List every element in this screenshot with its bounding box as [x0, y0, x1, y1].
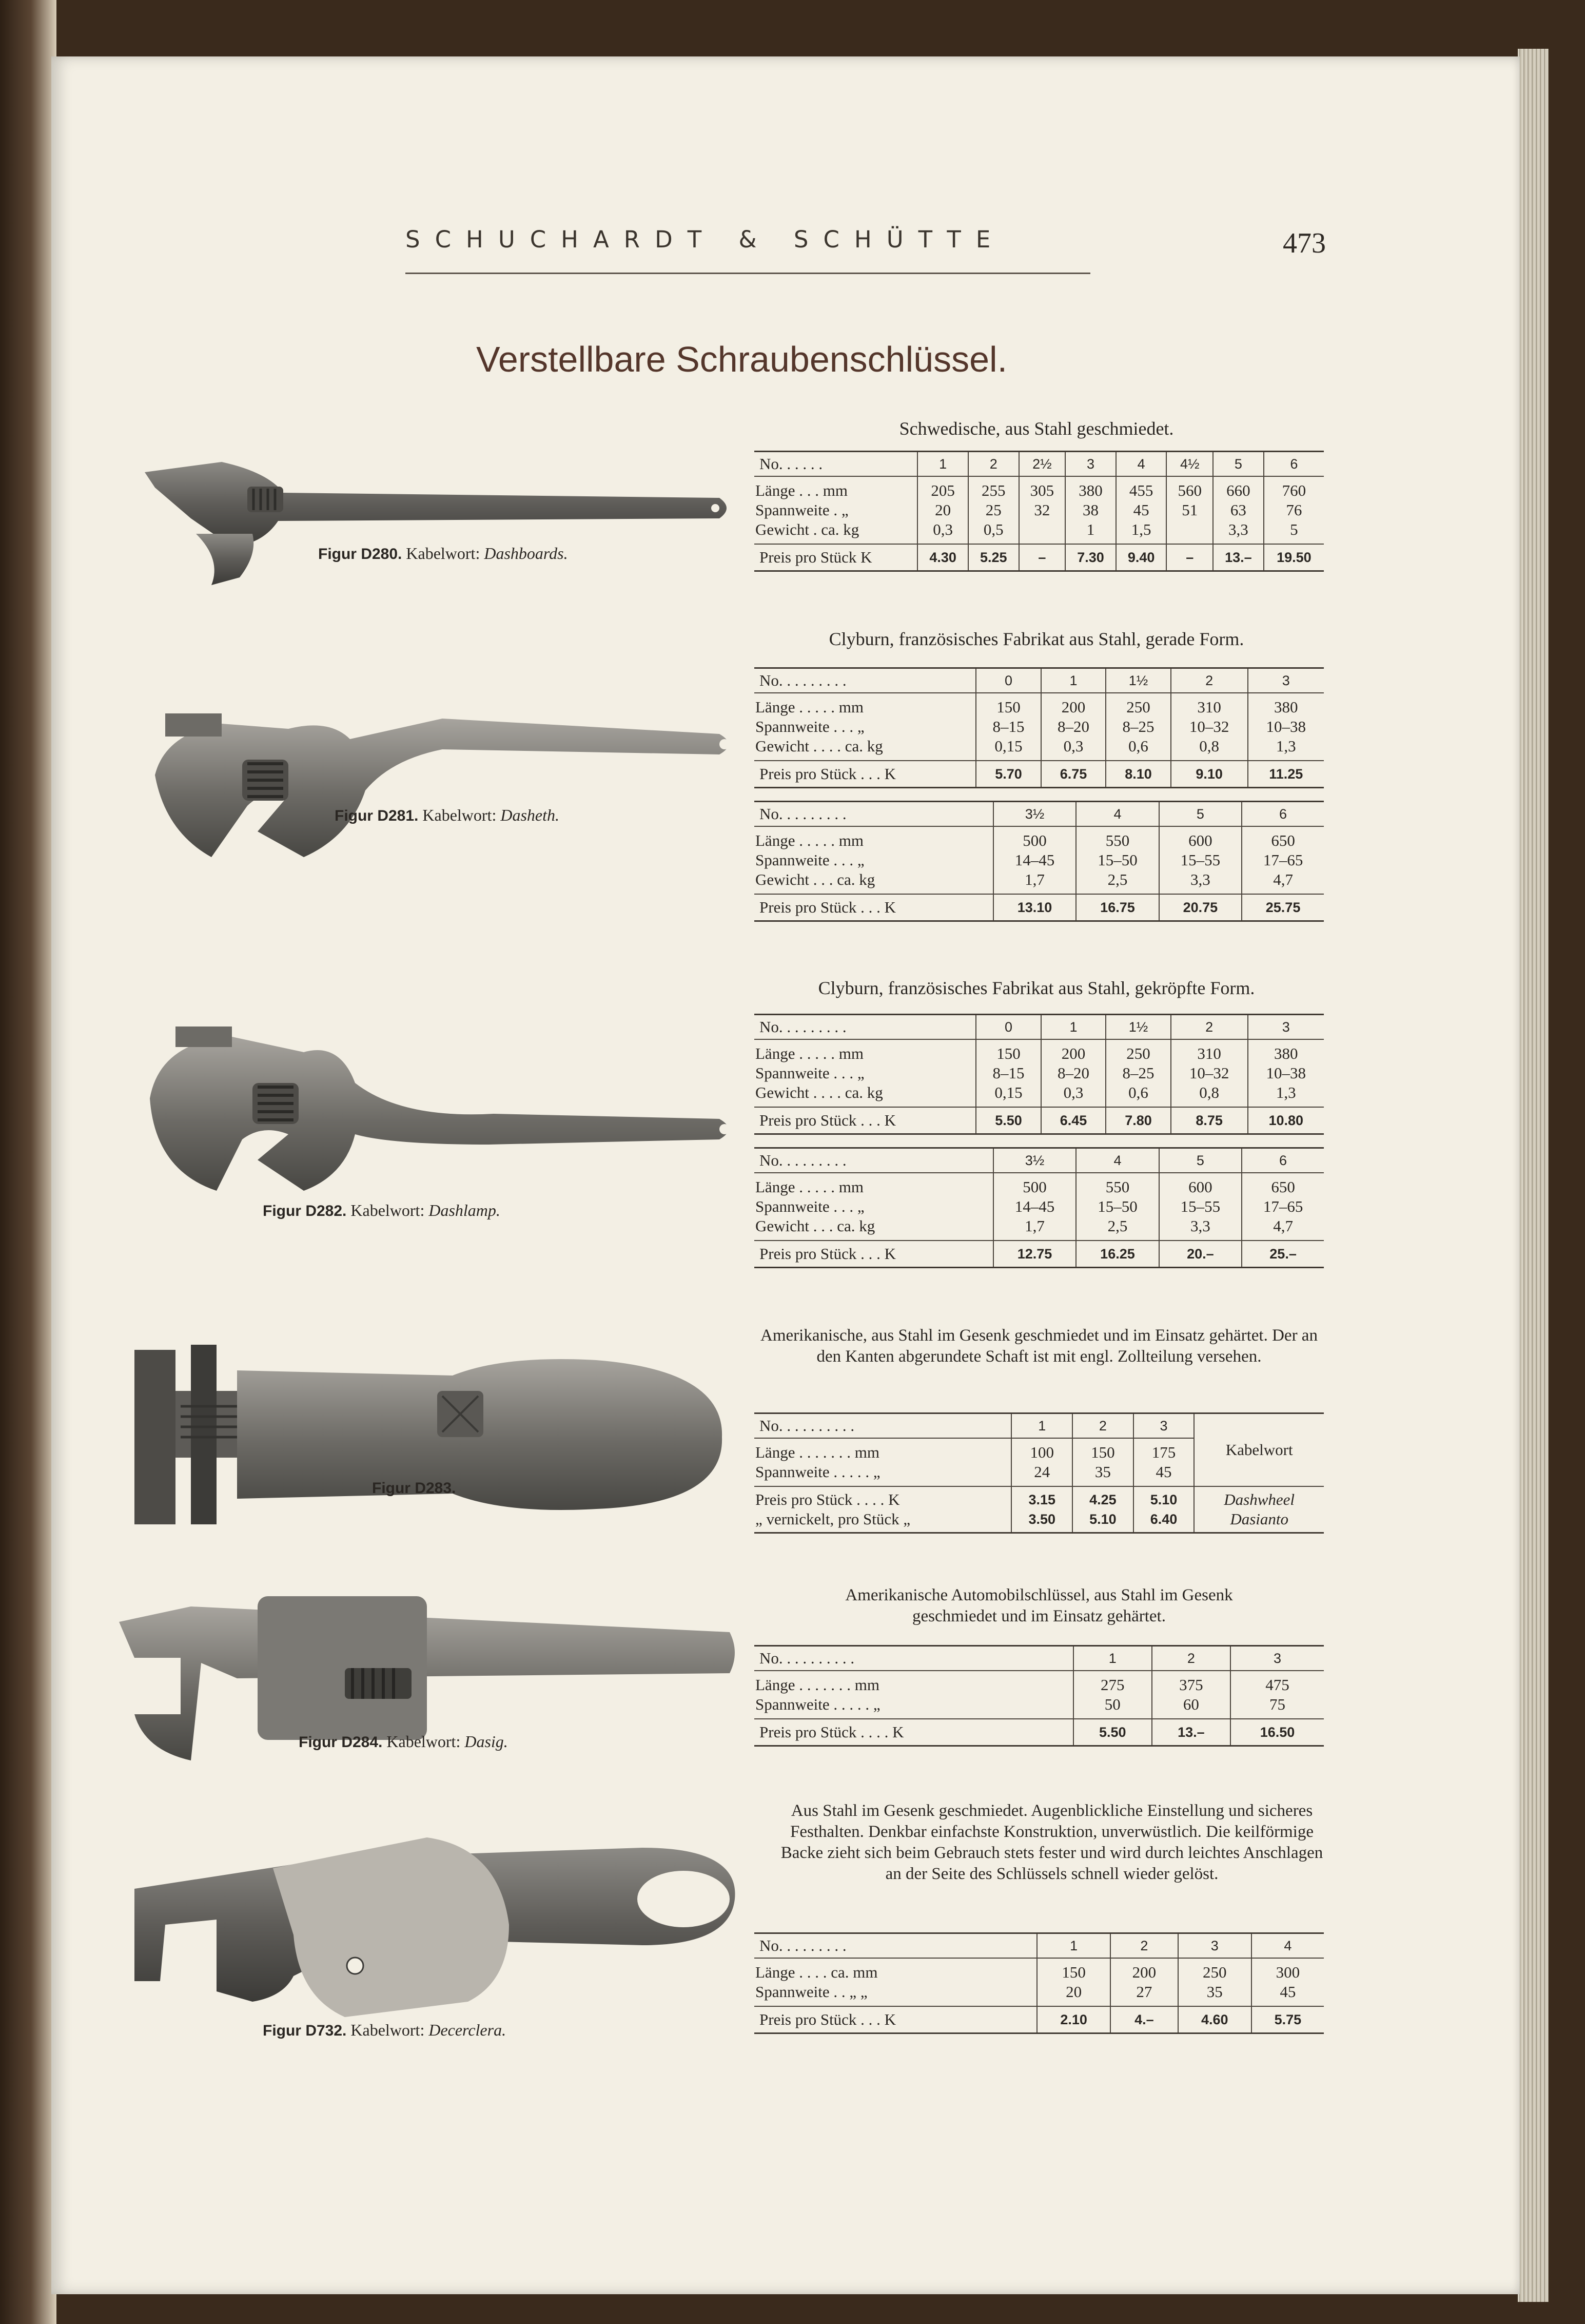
size-number: 1 — [1073, 1646, 1152, 1671]
price-cell: 20.75 — [1159, 894, 1242, 921]
cell: 560 — [1166, 476, 1213, 500]
cell: 600 — [1159, 1173, 1242, 1197]
cell: 500 — [993, 826, 1076, 850]
figure-number: Figur D280. — [318, 546, 402, 563]
price-cell: 16.50 — [1230, 1719, 1324, 1746]
number-row — [754, 1933, 1324, 1959]
cell: 10–38 — [1248, 717, 1324, 737]
cell: 300 — [1251, 1958, 1324, 1982]
row-label: Spannweite . . „ „ — [755, 1983, 868, 2001]
price-cell: 25.– — [1242, 1241, 1324, 1268]
row-label: Preis pro Stück . . . K — [754, 1241, 993, 1268]
cell: 51 — [1166, 500, 1213, 520]
cell — [1166, 520, 1213, 544]
figure-caption-d283 — [372, 1478, 456, 1497]
length-row — [754, 476, 1324, 500]
row-label: Gewicht . . . ca. kg — [755, 1217, 875, 1235]
size-number: 5 — [1213, 452, 1264, 477]
cell: 45 — [1116, 500, 1167, 520]
page-title: Verstellbare Schraubenschlüssel. — [476, 339, 1008, 379]
price-cell: – — [1019, 544, 1066, 571]
size-number: 4 — [1251, 1933, 1324, 1959]
cell: 455 — [1116, 476, 1167, 500]
price-row — [754, 1241, 1324, 1268]
kabelwort-label: Kabelwort: — [350, 1201, 425, 1219]
price-row — [754, 544, 1324, 571]
book-binding — [0, 0, 56, 2324]
cell: 76 — [1264, 500, 1324, 520]
cell: 500 — [993, 1173, 1076, 1197]
cell: 200 — [1041, 1039, 1106, 1063]
size-number: 1 — [1011, 1413, 1072, 1439]
span-row — [754, 717, 1324, 737]
figure-number: Figur D281. — [335, 807, 419, 824]
size-number: 1½ — [1106, 1015, 1170, 1040]
size-number: 2½ — [1019, 452, 1066, 477]
size-number: 2 — [1152, 1646, 1230, 1671]
section-caption: Schwedische, aus Stahl geschmiedet. — [899, 418, 1174, 439]
cell: 50 — [1073, 1695, 1152, 1719]
cell: 1,3 — [1248, 737, 1324, 761]
cell: 14–45 — [993, 1197, 1076, 1216]
price-cell: 13.– — [1152, 1719, 1230, 1746]
row-label: Preis pro Stück . . . K — [754, 1107, 976, 1134]
price-cell: – — [1166, 544, 1213, 571]
price-cell: 13.– — [1213, 544, 1264, 571]
price-cell: 10.80 — [1248, 1107, 1324, 1134]
row-label: No. . . . . . — [754, 452, 917, 477]
row-label: Länge . . . . . . . mm — [755, 1443, 879, 1461]
size-number: 5 — [1159, 802, 1242, 827]
row-label: Spannweite . . . „ — [755, 718, 865, 735]
price-cell: 5.50 — [976, 1107, 1041, 1134]
size-number: 3 — [1178, 1933, 1251, 1959]
row-label: Preis pro Stück . . . K — [754, 2006, 1037, 2034]
cell: 10–32 — [1171, 717, 1248, 737]
cell: 3,3 — [1213, 520, 1264, 544]
price-cell: 2.10 — [1037, 2006, 1110, 2034]
cell: 25 — [968, 500, 1019, 520]
size-number: 3 — [1065, 452, 1116, 477]
cell: 17–65 — [1242, 1197, 1324, 1216]
cell: 100 — [1011, 1438, 1072, 1462]
row-label: No. . . . . . . . . . — [754, 1413, 1011, 1439]
cell: 45 — [1133, 1462, 1195, 1486]
spec-table-d282-a — [754, 1014, 1324, 1135]
kabelwort-cell: Dashwheel — [1194, 1486, 1324, 1509]
price-cell: 25.75 — [1242, 894, 1324, 921]
cell: 600 — [1159, 826, 1242, 850]
row-label: Länge . . . . . . . mm — [755, 1676, 879, 1694]
figure-caption-d284 — [299, 1732, 508, 1751]
row-label: Preis pro Stück . . . K — [754, 894, 993, 921]
cell: 0,8 — [1171, 737, 1248, 761]
cell: 2,5 — [1076, 870, 1159, 894]
price-cell: 19.50 — [1264, 544, 1324, 571]
cell: 0,6 — [1106, 1083, 1170, 1107]
size-number: 0 — [976, 668, 1041, 693]
section-caption: Clyburn, französisches Fabrikat aus Stahl, gerade Form. — [829, 629, 1244, 649]
figure-caption-d282 — [263, 1201, 500, 1220]
size-number: 2 — [968, 452, 1019, 477]
cell: 1,5 — [1116, 520, 1167, 544]
running-head: SCHUCHARDT & SCHÜTTE — [405, 226, 1006, 253]
cell: 0,3 — [1041, 1083, 1106, 1107]
row-label: No. . . . . . . . . — [754, 668, 976, 693]
spec-table-d283 — [754, 1412, 1324, 1534]
price-cell: 8.75 — [1171, 1107, 1248, 1134]
row-label: No. . . . . . . . . — [754, 802, 993, 827]
row-label: Spannweite . „ — [755, 501, 849, 519]
number-row — [754, 802, 1324, 827]
length-row — [754, 1039, 1324, 1063]
size-number: 1 — [1041, 668, 1106, 693]
price-cell: 4.– — [1110, 2006, 1178, 2034]
row-label: Gewicht . . . . ca. kg — [755, 737, 883, 755]
price-row — [754, 761, 1324, 788]
row-label: Länge . . . . . mm — [755, 1044, 864, 1062]
size-number: 1 — [1037, 1933, 1110, 1959]
price-cell: 5.70 — [976, 761, 1041, 788]
price-row — [754, 894, 1324, 921]
spec-table-d732 — [754, 1932, 1324, 2034]
price-row — [754, 2006, 1324, 2034]
price-cell: 5.10 — [1072, 1509, 1133, 1533]
span-row — [754, 500, 1324, 520]
cell: 250 — [1106, 1039, 1170, 1063]
price-cell: 3.15 — [1011, 1486, 1072, 1509]
weight-row — [754, 870, 1324, 894]
price-cell: 13.10 — [993, 894, 1076, 921]
cell: 8–20 — [1041, 1063, 1106, 1083]
row-label: Preis pro Stück . . . . K — [754, 1719, 1073, 1746]
weight-row — [754, 1216, 1324, 1241]
size-number: 1 — [917, 452, 968, 477]
size-number: 4 — [1076, 1148, 1159, 1173]
price-cell: 11.25 — [1248, 761, 1324, 788]
row-label: Länge . . . . ca. mm — [755, 1963, 878, 1981]
cell: 1,7 — [993, 870, 1076, 894]
number-row — [754, 1646, 1324, 1671]
cell: 250 — [1178, 1958, 1251, 1982]
weight-row — [754, 520, 1324, 544]
page-number: 473 — [1283, 227, 1326, 259]
size-number: 2 — [1171, 1015, 1248, 1040]
figure-caption-d732 — [263, 2021, 506, 2040]
price-row — [754, 1107, 1324, 1134]
row-label: Spannweite . . . . . „ — [755, 1463, 880, 1481]
cell: 0,3 — [917, 520, 968, 544]
cell: 60 — [1152, 1695, 1230, 1719]
cell: 380 — [1248, 1039, 1324, 1063]
cell: 35 — [1178, 1982, 1251, 2006]
cell: 10–32 — [1171, 1063, 1248, 1083]
row-label: Spannweite . . . „ — [755, 1064, 865, 1082]
span-row — [754, 1197, 1324, 1216]
wrench-d282-illustration — [134, 1021, 740, 1201]
number-row — [754, 668, 1324, 693]
wrench-d280-illustration — [134, 457, 735, 590]
figure-caption-d281 — [335, 806, 559, 825]
cell: 35 — [1072, 1462, 1133, 1486]
cell: 380 — [1065, 476, 1116, 500]
cell: 15–55 — [1159, 1197, 1242, 1216]
cell: 8–20 — [1041, 717, 1106, 737]
cell: 27 — [1110, 1982, 1178, 2006]
cell: 1,3 — [1248, 1083, 1324, 1107]
price-cell: 16.25 — [1076, 1241, 1159, 1268]
cell: 650 — [1242, 1173, 1324, 1197]
cell: 4,7 — [1242, 1216, 1324, 1241]
span-row — [754, 850, 1324, 870]
cell: 305 — [1019, 476, 1066, 500]
number-row — [754, 452, 1324, 477]
row-label: No. . . . . . . . . — [754, 1015, 976, 1040]
cell: 8–15 — [976, 717, 1041, 737]
size-number: 6 — [1242, 1148, 1324, 1173]
spec-table-d281-a — [754, 667, 1324, 788]
row-label: Gewicht . . . ca. kg — [755, 870, 875, 888]
figure-number: Figur D732. — [263, 2022, 347, 2039]
cell: 760 — [1264, 476, 1324, 500]
price-row — [754, 1719, 1324, 1746]
size-number: 2 — [1171, 668, 1248, 693]
row-label: Gewicht . ca. kg — [755, 520, 859, 538]
row-label: No. . . . . . . . . — [754, 1148, 993, 1173]
price-cell: 7.80 — [1106, 1107, 1170, 1134]
price-row — [754, 1486, 1324, 1509]
price-cell: 5.50 — [1073, 1719, 1152, 1746]
cell: 250 — [1106, 693, 1170, 717]
cell: 150 — [1072, 1438, 1133, 1462]
figure-number: Figur D282. — [263, 1203, 347, 1219]
kabelwort-cell: Dasianto — [1194, 1509, 1324, 1533]
kabelwort-header: Kabelwort — [1194, 1413, 1324, 1487]
cell: 0,6 — [1106, 737, 1170, 761]
number-row — [754, 1148, 1324, 1173]
cell: 205 — [917, 476, 968, 500]
row-label: Preis pro Stück K — [754, 544, 917, 571]
cell: 63 — [1213, 500, 1264, 520]
spec-table-d284 — [754, 1645, 1324, 1747]
cell: 20 — [1037, 1982, 1110, 2006]
size-number: 3½ — [993, 802, 1076, 827]
span-row — [754, 1982, 1324, 2006]
cell: 1,7 — [993, 1216, 1076, 1241]
section-description: Aus Stahl im Gesenk geschmiedet. Augenblickliche Einstellung und sicheres Festhalten. Denkbar einfachste Konstruktion, unverwüstlich. Die keilförmige Backe zieht sich beim Gebrauch stets fester und wird durch leichtes Anschlagen an der Seite des Schlüssels schnell wieder gelöst. — [780, 1802, 1323, 1883]
size-number: 4 — [1116, 452, 1167, 477]
cell: 550 — [1076, 826, 1159, 850]
price-cell: 6.75 — [1041, 761, 1106, 788]
figure-number: Figur D284. — [299, 1734, 383, 1751]
section-description: Amerikanische, aus Stahl im Gesenk geschmiedet und im Einsatz gehärtet. Der an den Kanten abgerundete Schaft ist mit engl. Zollteilung versehen. — [760, 1326, 1318, 1366]
price-cell: 6.45 — [1041, 1107, 1106, 1134]
cell: 8–25 — [1106, 1063, 1170, 1083]
figure-caption-d280 — [318, 544, 568, 563]
price-cell: 9.10 — [1171, 761, 1248, 788]
row-label: No. . . . . . . . . . — [754, 1646, 1073, 1671]
cell: 0,8 — [1171, 1083, 1248, 1107]
cell: 310 — [1171, 693, 1248, 717]
cell: 3,3 — [1159, 870, 1242, 894]
length-row — [754, 1173, 1324, 1197]
size-number: 0 — [976, 1015, 1041, 1040]
price-cell: 5.25 — [968, 544, 1019, 571]
price-cell: 16.75 — [1076, 894, 1159, 921]
wrench-d281-illustration — [134, 703, 740, 867]
row-label: Länge . . . mm — [755, 481, 848, 499]
cell: 660 — [1213, 476, 1264, 500]
span-row — [754, 1063, 1324, 1083]
cell: 45 — [1251, 1982, 1324, 2006]
size-number: 3 — [1248, 1015, 1324, 1040]
size-number: 4½ — [1166, 452, 1213, 477]
row-label: Gewicht . . . . ca. kg — [755, 1083, 883, 1101]
size-number: 4 — [1076, 802, 1159, 827]
size-number: 3 — [1230, 1646, 1324, 1671]
price-cell: 20.– — [1159, 1241, 1242, 1268]
section-description: Amerikanische Automobilschlüssel, aus Stahl im Gesenk geschmiedet und im Einsatz gehärtet. — [845, 1586, 1233, 1625]
price-cell: 4.60 — [1178, 2006, 1251, 2034]
cell: 15–50 — [1076, 850, 1159, 870]
row-label: Spannweite . . . „ — [755, 1197, 865, 1215]
cell: 24 — [1011, 1462, 1072, 1486]
cell: 14–45 — [993, 850, 1076, 870]
weight-row — [754, 737, 1324, 761]
cell: 1 — [1065, 520, 1116, 544]
cell: 550 — [1076, 1173, 1159, 1197]
page-edges — [1518, 49, 1549, 2302]
size-number: 3 — [1133, 1413, 1195, 1439]
spec-table-d281-b — [754, 801, 1324, 922]
row-label: Spannweite . . . „ — [755, 851, 865, 869]
cell: 3,3 — [1159, 1216, 1242, 1241]
size-number: 2 — [1072, 1413, 1133, 1439]
row-label: Preis pro Stück . . . . K — [754, 1486, 1011, 1509]
length-row — [754, 826, 1324, 850]
wrench-d283-illustration — [134, 1340, 725, 1529]
cell: 17–65 — [1242, 850, 1324, 870]
cell: 0,5 — [968, 520, 1019, 544]
cell: 200 — [1041, 693, 1106, 717]
price-cell: 3.50 — [1011, 1509, 1072, 1533]
row-label: „ vernickelt, pro Stück „ — [754, 1509, 1011, 1533]
number-row — [754, 1015, 1324, 1040]
cell: 20 — [917, 500, 968, 520]
cell: 15–55 — [1159, 850, 1242, 870]
cell: 0,15 — [976, 1083, 1041, 1107]
length-row — [754, 1958, 1324, 1982]
kabelwort: Dasig. — [464, 1732, 508, 1751]
size-number: 1½ — [1106, 668, 1170, 693]
cell: 310 — [1171, 1039, 1248, 1063]
cell: 8–15 — [976, 1063, 1041, 1083]
size-number: 5 — [1159, 1148, 1242, 1173]
cell: 375 — [1152, 1671, 1230, 1695]
kabelwort-label: Kabelwort: — [386, 1732, 461, 1751]
cell: 8–25 — [1106, 717, 1170, 737]
section-caption: Clyburn, französisches Fabrikat aus Stahl, gekröpfte Form. — [818, 978, 1255, 998]
kabelwort: Dashboards. — [484, 544, 568, 563]
cell: 175 — [1133, 1438, 1195, 1462]
weight-row — [754, 1083, 1324, 1107]
cell: 10–38 — [1248, 1063, 1324, 1083]
cell: 150 — [976, 1039, 1041, 1063]
cell: 5 — [1264, 520, 1324, 544]
cell: 0,3 — [1041, 737, 1106, 761]
cell: 380 — [1248, 693, 1324, 717]
size-number: 3½ — [993, 1148, 1076, 1173]
kabelwort: Dasheth. — [500, 806, 559, 824]
cell: 275 — [1073, 1671, 1152, 1695]
row-label: Spannweite . . . . . „ — [755, 1695, 880, 1713]
price-cell: 5.10 — [1133, 1486, 1195, 1509]
size-number: 1 — [1041, 1015, 1106, 1040]
span-row — [754, 1695, 1324, 1719]
cell: 255 — [968, 476, 1019, 500]
cell: 75 — [1230, 1695, 1324, 1719]
size-number: 2 — [1110, 1933, 1178, 1959]
kabelwort: Decerclera. — [428, 2021, 506, 2039]
length-row — [754, 693, 1324, 717]
size-number: 6 — [1242, 802, 1324, 827]
cell: 32 — [1019, 500, 1066, 520]
number-row — [754, 1413, 1324, 1439]
wrench-d732-illustration — [129, 1827, 740, 2022]
row-label: Länge . . . . . mm — [755, 831, 864, 849]
length-row — [754, 1671, 1324, 1695]
header-rule — [405, 273, 1090, 274]
price-cell: 9.40 — [1116, 544, 1167, 571]
cell: 0,15 — [976, 737, 1041, 761]
row-label: Preis pro Stück . . . K — [754, 761, 976, 788]
cell: 200 — [1110, 1958, 1178, 1982]
kabelwort-label: Kabelwort: — [350, 2021, 425, 2039]
size-number: 3 — [1248, 668, 1324, 693]
spec-table-d282-b — [754, 1147, 1324, 1268]
size-number: 6 — [1264, 452, 1324, 477]
price-cell: 8.10 — [1106, 761, 1170, 788]
row-label: Länge . . . . . mm — [755, 1178, 864, 1196]
cell: 15–50 — [1076, 1197, 1159, 1216]
kabelwort-label: Kabelwort: — [422, 806, 497, 824]
spec-table-d280 — [754, 451, 1324, 572]
price-cell: 4.25 — [1072, 1486, 1133, 1509]
price-cell: 12.75 — [993, 1241, 1076, 1268]
cell: 150 — [976, 693, 1041, 717]
cell: 650 — [1242, 826, 1324, 850]
cell: 2,5 — [1076, 1216, 1159, 1241]
cell: 38 — [1065, 500, 1116, 520]
cell: 4,7 — [1242, 870, 1324, 894]
cell — [1019, 520, 1066, 544]
kabelwort-label: Kabelwort: — [406, 544, 480, 563]
price-nickel-row — [754, 1509, 1324, 1533]
price-cell: 7.30 — [1065, 544, 1116, 571]
cell: 475 — [1230, 1671, 1324, 1695]
row-label: Länge . . . . . mm — [755, 698, 864, 716]
figure-number: Figur D283. — [372, 1480, 456, 1497]
row-label: No. . . . . . . . . — [754, 1933, 1037, 1959]
cell: 150 — [1037, 1958, 1110, 1982]
kabelwort: Dashlamp. — [428, 1201, 500, 1219]
price-cell: 4.30 — [917, 544, 968, 571]
price-cell: 5.75 — [1251, 2006, 1324, 2034]
price-cell: 6.40 — [1133, 1509, 1195, 1533]
